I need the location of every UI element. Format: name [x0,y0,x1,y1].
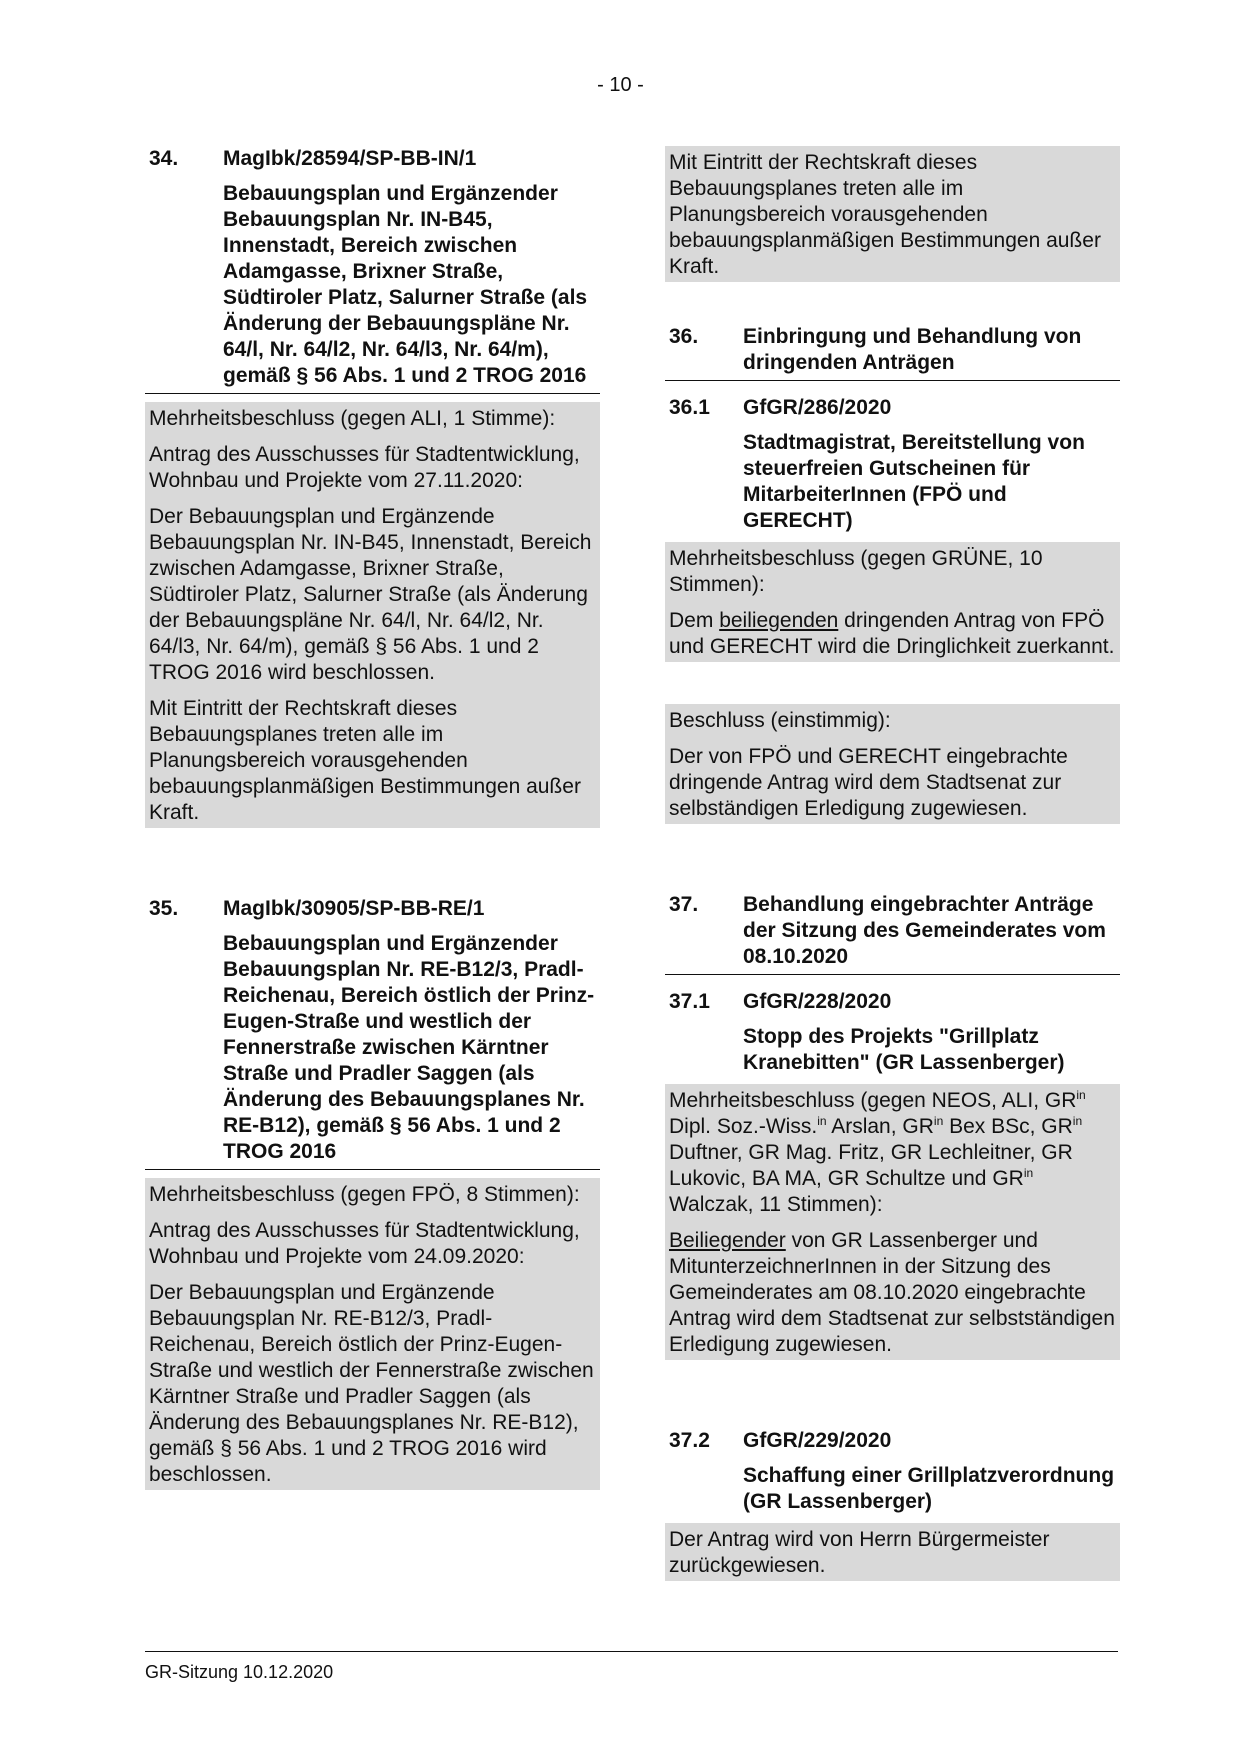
item-reference: GfGR/228/2020 [743,990,892,1013]
right-column [665,146,1120,1607]
agenda-item-37 [665,892,1120,975]
item-reference: GfGR/286/2020 [743,396,892,419]
item-number: 35. [149,897,179,920]
resolution-box [145,402,600,828]
agenda-item-37-2 [665,1428,1120,1581]
page-number: - 10 - [597,74,644,96]
item-reference: GfGR/229/2020 [743,1429,892,1452]
item-number: 37.2 [669,1429,710,1452]
item-number: 36.1 [669,396,710,419]
agenda-item-36-1 [665,395,1120,824]
vote-result: Beschluss (einstimmig): [669,709,891,732]
item-number: 34. [149,147,179,170]
resolution-box [145,1178,600,1490]
decision-text: Der Bebauungsplan und Ergänzende Bebauungsplan Nr. IN-B45, Innenstadt, Bereich zwischen Adamgasse, Brixner Straße, Südtiroler Platz, Salurner Straße (als Änderung der Bebauungspläne Nr. 64/l, Nr. 64/l2, Nr. 64/l3, Nr. 64/m), gemäß § 56 Abs. 1 und 2 TROG 2016 wird beschlossen. [149,505,592,684]
left-column [145,146,600,1516]
item-number: 37.1 [669,990,710,1013]
resolution-box [665,1523,1120,1581]
agenda-item-35 [145,896,600,1490]
item-title: Schaffung einer Grillplatzverordnung (GR Lassenberger) [743,1464,1115,1513]
item-heading [145,896,600,922]
resolution-box [665,542,1120,662]
page-footer: GR-Sitzung 10.12.2020 [145,1651,1118,1683]
decision-text: Der Antrag wird von Herrn Bürgermeister zurückgewiesen. [669,1528,1050,1577]
decision-text: Beiliegender von GR Lassenberger und MitunterzeichnerInnen in der Sitzung des Gemeinderates am 08.10.2020 eingebrachte Antrag wird dem Stadtsenat zur selbstständigen Erledigung zugewiesen. [669,1229,1115,1356]
vote-result: Mehrheitsbeschluss (gegen FPÖ, 8 Stimmen): [149,1183,580,1206]
resolution-box [665,1084,1120,1360]
item-title: Stopp des Projekts "Grillplatz Kranebitten" (GR Lassenberger) [743,1025,1065,1074]
motion-text: Antrag des Ausschusses für Stadtentwicklung, Wohnbau und Projekte vom 24.09.2020: [149,1219,580,1268]
item-title: Bebauungsplan und Ergänzender Bebauungsplan Nr. RE-B12/3, Pradl-Reichenau, Bereich östlich der Prinz-Eugen-Straße und westlich der Fennerstraße zwischen Kärntner Straße und Pradler Saggen (als Änderung des Bebauungsplanes Nr. RE-B12), gemäß § 56 Abs. 1 und 2 TROG 2016 [145,922,600,1170]
item-title: Behandlung eingebrachter Anträge der Sitzung des Gemeinderates vom 08.10.2020 [743,893,1106,968]
item-number: 36. [669,325,699,348]
item-heading [665,1428,1120,1454]
item-title: Einbringung und Behandlung von dringenden Anträgen [743,325,1082,374]
resolution-box [665,704,1120,824]
item-heading [145,146,600,172]
item-heading [665,395,1120,421]
decision-text: Der Bebauungsplan und Ergänzende Bebauungsplan Nr. RE-B12/3, Pradl-Reichenau, Bereich östlich der Prinz-Eugen-Straße und westlich der Fennerstraße zwischen Kärntner Straße und Pradler Saggen (als Änderung des Bebauungsplanes Nr. RE-B12), gemäß § 56 Abs. 1 und 2 TROG 2016 wird beschlossen. [149,1281,594,1486]
item-title: Bebauungsplan und Ergänzender Bebauungsplan Nr. IN-B45, Innenstadt, Bereich zwischen Adamgasse, Brixner Straße, Südtiroler Platz, Salurner Straße (als Änderung der Bebauungspläne Nr. 64/l, Nr. 64/l2, Nr. 64/l3, Nr. 64/m), gemäß § 56 Abs. 1 und 2 TROG 2016 [145,172,600,394]
agenda-item-36 [665,324,1120,381]
carryover-box [665,146,1120,282]
item-reference: MagIbk/30905/SP-BB-RE/1 [223,897,485,920]
agenda-item-34 [145,146,600,828]
item-heading [665,989,1120,1015]
item-reference: MagIbk/28594/SP-BB-IN/1 [223,147,477,170]
decision-text: Dem beiliegenden dringenden Antrag von FPÖ und GERECHT wird die Dringlichkeit zuerkannt. [669,609,1115,658]
vote-result: Mehrheitsbeschluss (gegen GRÜNE, 10 Stimmen): [669,547,1043,596]
item-title: Stadtmagistrat, Bereitstellung von steuerfreien Gutscheinen für MitarbeiterInnen (FPÖ und GERECHT) [743,431,1085,532]
decision-text: Der von FPÖ und GERECHT eingebrachte dringende Antrag wird dem Stadtsenat zur selbständigen Erledigung zugewiesen. [669,745,1068,820]
vote-result: Mehrheitsbeschluss (gegen NEOS, ALI, $GR^{in}$ Dipl. Soz.-Wiss.$^{in}$ Arslan, $GR^{in}$ Bex BSc, $GR^{in}$ Duftner, GR Mag. Fritz, GR Lechleitner, GR Lukovic, BA MA, GR Schultze und $GR^{in}$ Walczak, 11 Stimmen): [669,1088,1086,1216]
item-number: 37. [669,893,699,916]
effect-text: Mit Eintritt der Rechtskraft dieses Bebauungsplanes treten alle im Planungsbereich vorausgehenden bebauungsplanmäßigen Bestimmungen außer Kraft. [149,697,581,824]
agenda-item-37-1 [665,989,1120,1360]
vote-result: Mehrheitsbeschluss (gegen ALI, 1 Stimme): [149,407,556,430]
effect-text: Mit Eintritt der Rechtskraft dieses Bebauungsplanes treten alle im Planungsbereich vorausgehenden bebauungsplanmäßigen Bestimmungen außer Kraft. [669,151,1101,278]
motion-text: Antrag des Ausschusses für Stadtentwicklung, Wohnbau und Projekte vom 27.11.2020: [149,443,580,492]
